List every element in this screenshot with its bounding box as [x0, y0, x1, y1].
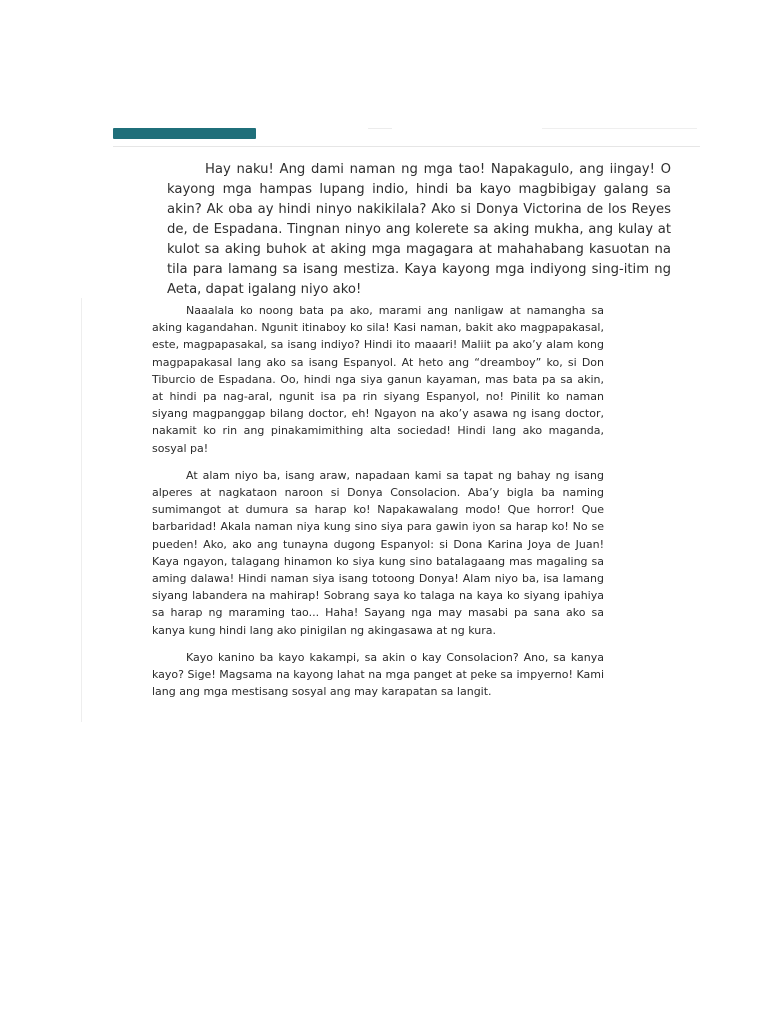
body-text: [152, 302, 604, 710]
header-accent-bar: [113, 128, 256, 139]
paragraph-3: Kayo kanino ba kayo kakampi, sa akin o kay Consolacion? Ano, sa kanya kayo? Sige! Magsama na kayong lahat na mga panget at peke sa impyerno! Kami lang ang mga mestisang sosyal ang may karapatan sa langit.: [152, 650, 604, 699]
paragraph-2: At alam niyo ba, isang araw, napadaan kami sa tapat ng bahay ng isang alperes at nagkataon naroon si Donya Consolacion. Aba’y bigla ba naming sumimangot at dumura sa harap ko! Napakawalang modo! Que horror! Que barbaridad! Akala naman niya kung sino siya para gawin iyon sa harap ko! No se pueden! Ako, ako ang tunayna dugong Espanyol: si Dona Karina Joya de Juan! Kaya ngayon, talagang hinamon ko siya kung sino batalagaang mas magaling sa aming dalawa! Hindi naman siya isang totoong Donya! Alam niyo ba, isa lamang siyang labandera na mahirap! Sobrang saya ko talaga na kaya ko siyang ipahiya sa harap ng maraming tao... Haha! Sayang nga may masabi pa sana ako sa kanya kung hindi lang ako pinigilan ng akingasawa at ng kura.: [152, 468, 604, 637]
left-margin-rule: [81, 298, 82, 722]
faint-divider-right: [542, 128, 697, 129]
paragraph-1: Naaalala ko noong bata pa ako, marami ang nanligaw at namangha sa aking kagandahan. Ngunit itinaboy ko sila! Kasi naman, bakit ako magpapakasal, este, magpapasakal, sa isang indiyo? Hindi ito maaari! Maliit pa ako’y alam kong magpapakasal lang ako sa isang Espanyol. At heto ang “dreamboy” ko, si Don Tiburcio de Espadana. Oo, hindi nga siya ganun kayaman, mas bata pa sa akin, at hindi pa nag-aral, ngunit isa pa rin siyang Espanyol, no! Pinilit ko naman siyang magpanggap bilang doctor, eh! Ngayon na ako’y asawa ng isang doctor, nakamit ko rin ang pinakamimithing alta sociedad! Hindi lang ako maganda, sosyal pa!: [152, 304, 604, 455]
intro-paragraph: Hay naku! Ang dami naman ng mga tao! Napakagulo, ang iingay! O kayong mga hampas lupang indio, hindi ba kayo magbibigay galang sa akin? Ak oba ay hindi ninyo nakikilala? Ako si Donya Victorina de los Reyes de, de Espadana. Tingnan ninyo ang kolerete sa aking mukha, ang kulay at kulot sa aking buhok at aking mga magagara at mahahabang kasuotan na tila para lamang sa isang mestiza. Kaya kayong mga indiyong sing-itim ng Aeta, dapat igalang niyo ako!: [167, 162, 671, 297]
faint-divider-left: [368, 128, 392, 129]
header-rule: [113, 146, 700, 147]
